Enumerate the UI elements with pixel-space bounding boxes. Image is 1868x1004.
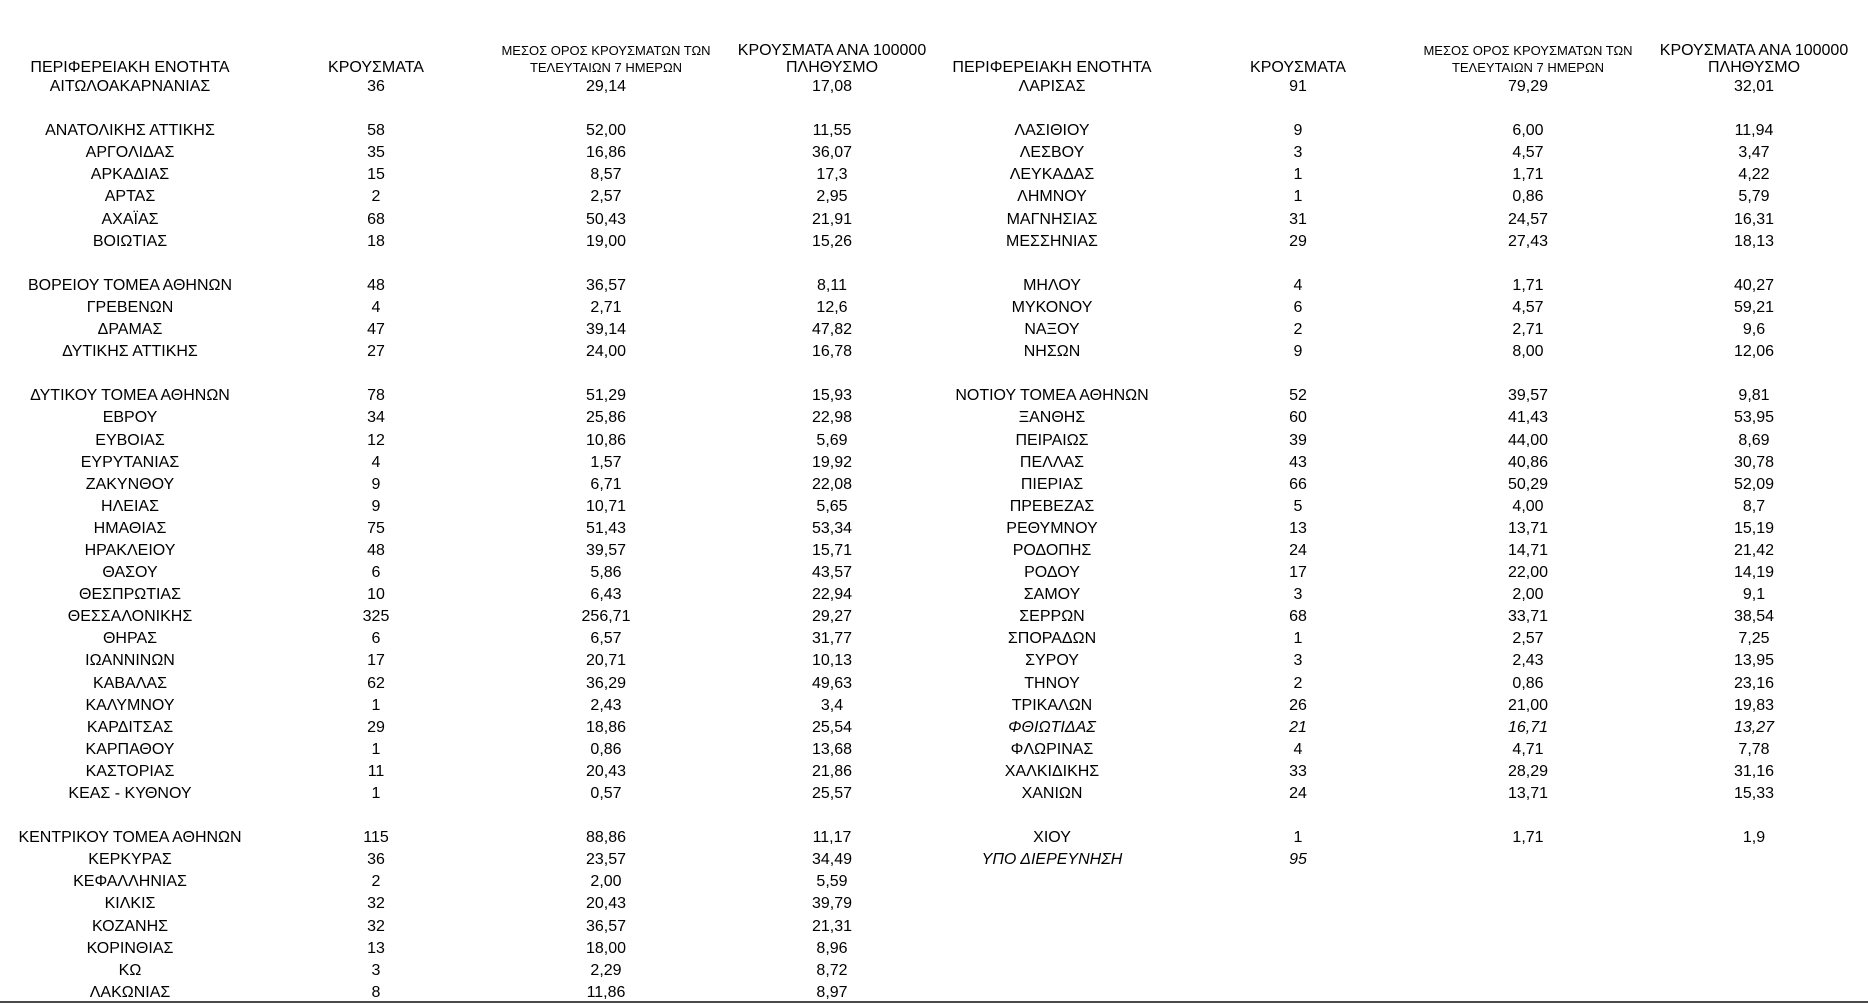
region-cell: ΕΒΡΟΥ [102, 409, 158, 427]
per100k-cell: 8,72 [816, 961, 848, 979]
region-cell: ΧΑΛΚΙΔΙΚΗΣ [1004, 762, 1100, 780]
cases-cell: 75 [367, 519, 385, 537]
per100k-cell: 29,27 [811, 608, 853, 626]
region-cell: ΑΡΚΑΔΙΑΣ [90, 166, 170, 184]
avg7-cell: 24,57 [1507, 210, 1549, 228]
per100k-cell: 15,33 [1733, 785, 1775, 802]
avg7-cell: 24,00 [585, 343, 627, 361]
cases-cell: 9 [1293, 343, 1303, 361]
per100k-cell: 38,54 [1733, 608, 1775, 626]
cases-cell: 62 [367, 674, 385, 692]
region-cell: ΒΟΙΩΤΙΑΣ [92, 232, 168, 250]
avg7-cell: 21,00 [1507, 696, 1549, 714]
avg7-cell: 28,29 [1507, 762, 1549, 780]
per100k-cell: 15,19 [1733, 519, 1775, 537]
header-region: ΠΕΡΙΦΕΡΕΙΑΚΗ ΕΝΟΤΗΤΑ [30, 59, 230, 76]
cases-cell: 1 [371, 740, 381, 758]
avg7-cell: 0,86 [590, 740, 622, 758]
cases-cell: 29 [367, 718, 385, 736]
avg7-cell: 4,57 [1512, 144, 1544, 162]
cases-cell: 17 [1289, 564, 1307, 582]
cases-cell: 34 [367, 409, 385, 427]
cases-cell: 325 [362, 608, 390, 626]
region-cell: ΚΕΡΚΥΡΑΣ [88, 851, 172, 869]
per100k-cell: 1,9 [1742, 829, 1766, 847]
avg7-cell: 2,71 [1512, 321, 1544, 339]
per100k-cell: 39,79 [811, 895, 853, 913]
cases-cell: 2 [371, 188, 381, 206]
avg7-cell: 1,71 [1512, 829, 1544, 847]
avg7-cell: 33,71 [1507, 608, 1549, 626]
region-cell: ΜΥΚΟΝΟΥ [1011, 298, 1093, 316]
per100k-cell: 34,49 [811, 851, 853, 869]
avg7-cell: 4,00 [1512, 497, 1544, 515]
avg7-cell: 8,57 [590, 166, 622, 184]
header-per100k-line1: ΚΡΟΥΣΜΑΤΑ ΑΝΑ 100000 [1659, 42, 1849, 59]
header-per100k [737, 42, 927, 76]
avg7-cell: 39,14 [585, 321, 627, 339]
region-cell: ΑΙΤΩΛΟΑΚΑΡΝΑΝΙΑΣ [49, 78, 211, 95]
cases-cell: 48 [367, 276, 385, 294]
region-cell: ΡΟΔΟΥ [1024, 564, 1080, 582]
avg7-cell: 44,00 [1507, 431, 1549, 449]
per100k-cell: 9,1 [1742, 586, 1766, 604]
region-cell: ΡΕΘΥΜΝΟΥ [1006, 519, 1098, 537]
per100k-cell: 15,71 [811, 541, 853, 559]
per100k-cell: 8,97 [816, 983, 848, 1001]
cases-cell: 18 [367, 232, 385, 250]
cases-cell: 24 [1289, 541, 1307, 559]
avg7-cell: 1,57 [590, 453, 622, 471]
per100k-cell: 21,91 [811, 210, 853, 228]
cases-cell: 1 [1293, 829, 1303, 847]
region-cell: ΚΩ [118, 961, 142, 979]
avg7-cell: 19,00 [585, 232, 627, 250]
cases-cell: 47 [367, 321, 385, 339]
per100k-cell: 5,79 [1738, 188, 1770, 206]
cases-cell: 115 [363, 829, 389, 847]
header-avg7 [476, 42, 736, 76]
per100k-cell: 13,95 [1733, 652, 1775, 670]
region-cell: ΠΙΕΡΙΑΣ [1020, 475, 1084, 493]
cases-cell: 60 [1289, 409, 1307, 427]
per100k-cell: 32,01 [1733, 78, 1775, 95]
region-cell: ΚΑΒΑΛΑΣ [93, 674, 167, 692]
per100k-cell: 3,4 [820, 696, 844, 714]
cases-cell: 4 [371, 453, 381, 471]
per100k-cell: 8,69 [1738, 431, 1770, 449]
avg7-cell: 2,57 [1512, 630, 1544, 648]
region-cell: ΗΡΑΚΛΕΙΟΥ [84, 541, 176, 559]
cases-cell: 15 [367, 166, 385, 184]
avg7-cell: 4,57 [1512, 298, 1544, 316]
region-cell: ΞΑΝΘΗΣ [1018, 409, 1086, 427]
cases-cell: 32 [367, 895, 385, 913]
region-cell: ΕΥΡΥΤΑΝΙΑΣ [80, 453, 180, 471]
per100k-cell: 43,57 [811, 564, 853, 582]
header-per100k-line1: ΚΡΟΥΣΜΑΤΑ ΑΝΑ 100000 [737, 42, 927, 59]
per100k-cell: 5,59 [816, 873, 848, 891]
cases-cell: 68 [367, 210, 385, 228]
avg7-cell: 27,43 [1507, 232, 1549, 250]
region-cell: ΠΕΛΛΑΣ [1019, 453, 1085, 471]
header-per100k-line2: ΠΛΗΘΥΣΜΟ [785, 59, 879, 76]
per100k-cell: 16,78 [811, 343, 853, 361]
per100k-cell: 21,31 [811, 917, 853, 935]
cases-cell: 4 [371, 298, 381, 316]
avg7-cell: 50,29 [1507, 475, 1549, 493]
avg7-cell: 36,57 [585, 276, 627, 294]
cases-cell: 11 [367, 762, 385, 780]
region-cell: ΛΕΥΚΑΔΑΣ [1009, 166, 1095, 184]
cases-cell: 95 [1289, 851, 1307, 869]
cases-cell: 36 [367, 78, 385, 95]
avg7-cell: 16,71 [1507, 718, 1549, 736]
region-cell: ΛΑΡΙΣΑΣ [1018, 78, 1086, 95]
cases-cell: 66 [1289, 475, 1307, 493]
region-cell: ΠΕΙΡΑΙΩΣ [1015, 431, 1089, 449]
per100k-cell: 31,77 [811, 630, 853, 648]
per100k-cell: 11,17 [812, 829, 852, 847]
bottom-divider [0, 1001, 1868, 1003]
cases-cell: 8 [371, 983, 381, 1001]
cases-cell: 9 [371, 475, 381, 493]
cases-cell: 4 [1293, 276, 1303, 294]
avg7-cell: 1,71 [1512, 166, 1544, 184]
region-cell: ΝΗΣΩΝ [1023, 343, 1081, 361]
cases-cell: 5 [1293, 497, 1303, 515]
region-cell: ΗΜΑΘΙΑΣ [93, 519, 167, 537]
avg7-cell: 2,71 [590, 298, 622, 316]
per100k-cell: 11,55 [812, 122, 852, 140]
per100k-cell: 7,25 [1738, 630, 1770, 648]
cases-cell: 3 [1293, 144, 1303, 162]
region-cell: ΧΙΟΥ [1033, 829, 1071, 847]
cases-cell: 9 [371, 497, 381, 515]
header-avg7-line2: ΤΕΛΕΥΤΑΙΩΝ 7 ΗΜΕΡΩΝ [529, 60, 683, 75]
region-cell: ΚΙΛΚΙΣ [104, 895, 156, 913]
per100k-cell: 59,21 [1733, 298, 1775, 316]
avg7-cell: 51,29 [585, 387, 627, 405]
cases-cell: 10 [367, 586, 385, 604]
region-cell: ΔΡΑΜΑΣ [97, 321, 163, 339]
region-cell: ΧΑΝΙΩΝ [1021, 785, 1083, 802]
cases-cell: 78 [367, 387, 385, 405]
per100k-cell: 8,11 [817, 276, 847, 294]
per100k-cell: 15,93 [811, 387, 853, 405]
region-cell: ΣΕΡΡΩΝ [1019, 608, 1085, 626]
per100k-cell: 13,68 [811, 740, 853, 758]
cases-cell: 35 [367, 144, 385, 162]
cases-cell: 26 [1289, 696, 1307, 714]
per100k-cell: 53,95 [1733, 409, 1775, 427]
cases-cell: 17 [367, 652, 385, 670]
avg7-cell: 23,57 [585, 851, 627, 869]
avg7-cell: 0,86 [1512, 188, 1544, 206]
region-cell: ΣΠΟΡΑΔΩΝ [1007, 630, 1097, 648]
cases-cell: 1 [1293, 188, 1303, 206]
avg7-cell: 6,57 [590, 630, 622, 648]
cases-cell: 13 [1289, 519, 1307, 537]
avg7-cell: 36,29 [585, 674, 627, 692]
cases-cell: 1 [1293, 166, 1303, 184]
cases-cell: 3 [1293, 652, 1303, 670]
per100k-cell: 8,7 [1742, 497, 1766, 515]
region-cell: ΜΑΓΝΗΣΙΑΣ [1006, 210, 1098, 228]
avg7-cell: 20,43 [585, 895, 627, 913]
per100k-cell: 47,82 [811, 321, 853, 339]
region-cell: ΤΡΙΚΑΛΩΝ [1011, 696, 1093, 714]
per100k-cell: 19,83 [1733, 696, 1775, 714]
avg7-cell: 10,86 [585, 431, 627, 449]
avg7-cell: 51,43 [585, 519, 627, 537]
per100k-cell: 25,57 [811, 785, 853, 802]
per100k-cell: 3,47 [1738, 144, 1770, 162]
region-cell: ΚΑΡΔΙΤΣΑΣ [86, 718, 174, 736]
avg7-cell: 1,71 [1512, 276, 1544, 294]
avg7-cell: 40,86 [1507, 453, 1549, 471]
avg7-cell: 10,71 [585, 497, 627, 515]
cases-cell: 6 [371, 630, 381, 648]
avg7-cell: 52,00 [585, 122, 627, 140]
avg7-cell: 50,43 [585, 210, 627, 228]
region-cell: ΙΩΑΝΝΙΝΩΝ [85, 652, 175, 670]
per100k-cell: 19,92 [811, 453, 853, 471]
region-cell: ΘΕΣΣΑΛΟΝΙΚΗΣ [67, 608, 193, 626]
per100k-cell: 12,06 [1733, 343, 1775, 361]
avg7-cell: 5,86 [590, 564, 622, 582]
region-cell: ΦΛΩΡΙΝΑΣ [1010, 740, 1094, 758]
avg7-cell: 39,57 [1507, 387, 1549, 405]
cases-cell: 13 [367, 939, 385, 957]
avg7-cell: 6,00 [1512, 122, 1544, 140]
cases-cell: 2 [1293, 321, 1303, 339]
avg7-cell: 25,86 [585, 409, 627, 427]
region-cell: ΑΧΑΪΑΣ [101, 210, 159, 228]
per100k-cell: 5,65 [816, 497, 848, 515]
avg7-cell: 18,00 [585, 939, 627, 957]
region-cell: ΛΗΜΝΟΥ [1017, 188, 1087, 206]
region-cell: ΗΛΕΙΑΣ [101, 497, 159, 515]
per100k-cell: 22,98 [811, 409, 853, 427]
cases-cell: 6 [1293, 298, 1303, 316]
avg7-cell: 4,71 [1512, 740, 1544, 758]
region-cell: ΑΡΓΟΛΙΔΑΣ [85, 144, 175, 162]
avg7-cell: 6,71 [590, 475, 622, 493]
header-cases: ΚΡΟΥΣΜΑΤΑ [328, 59, 424, 76]
per100k-cell: 10,13 [811, 652, 853, 670]
per100k-cell: 40,27 [1733, 276, 1775, 294]
cases-cell: 36 [367, 851, 385, 869]
per100k-cell: 22,08 [811, 475, 853, 493]
per100k-cell: 8,96 [816, 939, 848, 957]
avg7-cell: 2,43 [1512, 652, 1544, 670]
region-cell: ΔΥΤΙΚΗΣ ΑΤΤΙΚΗΣ [62, 343, 198, 361]
cases-cell: 43 [1289, 453, 1307, 471]
avg7-cell: 13,71 [1507, 785, 1549, 802]
avg7-cell: 29,14 [585, 78, 627, 95]
header-avg7-line2: ΤΕΛΕΥΤΑΙΩΝ 7 ΗΜΕΡΩΝ [1451, 60, 1605, 75]
cases-cell: 2 [1293, 674, 1303, 692]
cases-cell: 1 [1293, 630, 1303, 648]
avg7-cell: 20,71 [585, 652, 627, 670]
avg7-cell: 79,29 [1507, 78, 1549, 95]
avg7-cell: 11,86 [586, 983, 626, 1001]
region-cell: ΚΟΡΙΝΘΙΑΣ [86, 939, 174, 957]
per100k-cell: 17,3 [816, 166, 848, 184]
avg7-cell: 88,86 [585, 829, 627, 847]
header-avg7-line1: ΜΕΣΟΣ ΟΡΟΣ ΚΡΟΥΣΜΑΤΩΝ ΤΩΝ [1423, 43, 1633, 58]
region-cell: ΛΕΣΒΟΥ [1019, 144, 1085, 162]
region-cell: ΠΡΕΒΕΖΑΣ [1009, 497, 1095, 515]
per100k-cell: 53,34 [811, 519, 853, 537]
avg7-cell: 20,43 [585, 762, 627, 780]
region-cell: ΖΑΚΥΝΘΟΥ [85, 475, 175, 493]
per100k-cell: 16,31 [1733, 210, 1775, 228]
cases-cell: 31 [1289, 210, 1307, 228]
avg7-cell: 2,43 [590, 696, 622, 714]
per100k-cell: 12,6 [816, 298, 848, 316]
per100k-cell: 15,26 [811, 232, 853, 250]
per100k-cell: 25,54 [811, 718, 853, 736]
cases-cell: 12 [367, 431, 385, 449]
avg7-cell: 22,00 [1507, 564, 1549, 582]
cases-cell: 29 [1289, 232, 1307, 250]
region-cell: ΘΕΣΠΡΩΤΙΑΣ [79, 586, 181, 604]
per100k-cell: 21,42 [1733, 541, 1775, 559]
region-cell: ΔΥΤΙΚΟΥ ΤΟΜΕΑ ΑΘΗΝΩΝ [30, 387, 230, 405]
header-cases: ΚΡΟΥΣΜΑΤΑ [1250, 59, 1346, 76]
per100k-cell: 36,07 [811, 144, 853, 162]
header-per100k-line2: ΠΛΗΘΥΣΜΟ [1707, 59, 1801, 76]
per100k-cell: 22,94 [811, 586, 853, 604]
region-cell: ΡΟΔΟΠΗΣ [1012, 541, 1092, 559]
cases-cell: 21 [1289, 718, 1307, 736]
region-cell: ΚΑΛΥΜΝΟΥ [85, 696, 175, 714]
region-cell: ΛΑΚΩΝΙΑΣ [89, 983, 171, 1001]
cases-cell: 32 [367, 917, 385, 935]
per100k-cell: 23,16 [1733, 674, 1775, 692]
region-cell: ΕΥΒΟΙΑΣ [95, 431, 165, 449]
avg7-cell: 6,43 [590, 586, 622, 604]
per100k-cell: 18,13 [1733, 232, 1775, 250]
region-cell: ΝΟΤΙΟΥ ΤΟΜΕΑ ΑΘΗΝΩΝ [955, 387, 1149, 405]
region-cell: ΜΗΛΟΥ [1023, 276, 1081, 294]
per100k-cell: 4,22 [1738, 166, 1770, 184]
region-cell: ΚΟΖΑΝΗΣ [91, 917, 169, 935]
header-avg7-line1: ΜΕΣΟΣ ΟΡΟΣ ΚΡΟΥΣΜΑΤΩΝ ΤΩΝ [501, 43, 711, 58]
region-cell: ΥΠΟ ΔΙΕΡΕΥΝΗΣΗ [981, 851, 1123, 869]
cases-cell: 4 [1293, 740, 1303, 758]
region-cell: ΚΑΣΤΟΡΙΑΣ [85, 762, 175, 780]
cases-cell: 58 [367, 122, 385, 140]
header-region: ΠΕΡΙΦΕΡΕΙΑΚΗ ΕΝΟΤΗΤΑ [952, 59, 1152, 76]
region-cell: ΓΡΕΒΕΝΩΝ [86, 298, 174, 316]
region-cell: ΤΗΝΟΥ [1024, 674, 1080, 692]
avg7-cell: 36,57 [585, 917, 627, 935]
avg7-cell: 0,86 [1512, 674, 1544, 692]
per100k-cell: 9,81 [1738, 387, 1770, 405]
header-avg7 [1398, 42, 1658, 76]
avg7-cell: 2,00 [590, 873, 622, 891]
region-cell: ΘΑΣΟΥ [102, 564, 158, 582]
region-cell: ΝΑΞΟΥ [1024, 321, 1080, 339]
avg7-cell: 39,57 [585, 541, 627, 559]
region-cell: ΛΑΣΙΘΙΟΥ [1014, 122, 1090, 140]
avg7-cell: 2,00 [1512, 586, 1544, 604]
cases-cell: 3 [371, 961, 381, 979]
avg7-cell: 18,86 [585, 718, 627, 736]
cases-cell: 1 [371, 785, 381, 802]
cases-cell: 1 [371, 696, 381, 714]
cases-cell: 2 [371, 873, 381, 891]
region-cell: ΚΑΡΠΑΘΟΥ [85, 740, 175, 758]
per100k-cell: 14,19 [1733, 564, 1775, 582]
per100k-cell: 52,09 [1733, 475, 1775, 493]
region-cell: ΣΥΡΟΥ [1025, 652, 1079, 670]
avg7-cell: 8,00 [1512, 343, 1544, 361]
per100k-cell: 2,95 [816, 188, 848, 206]
region-cell: ΚΕΝΤΡΙΚΟΥ ΤΟΜΕΑ ΑΘΗΝΩΝ [18, 829, 242, 847]
avg7-cell: 13,71 [1507, 519, 1549, 537]
per100k-cell: 17,08 [811, 78, 853, 95]
cases-cell: 27 [367, 343, 385, 361]
cases-cell: 52 [1289, 387, 1307, 405]
cases-cell: 68 [1289, 608, 1307, 626]
avg7-cell: 14,71 [1507, 541, 1549, 559]
avg7-cell: 2,29 [590, 961, 622, 979]
region-cell: ΚΕΑΣ - ΚΥΘΝΟΥ [68, 785, 192, 802]
cases-cell: 6 [371, 564, 381, 582]
region-cell: ΑΝΑΤΟΛΙΚΗΣ ΑΤΤΙΚΗΣ [45, 122, 215, 140]
region-cell: ΚΕΦΑΛΛΗΝΙΑΣ [73, 873, 187, 891]
avg7-cell: 16,86 [585, 144, 627, 162]
region-cell: ΘΗΡΑΣ [102, 630, 158, 648]
per100k-cell: 7,78 [1738, 740, 1770, 758]
per100k-cell: 5,69 [816, 431, 848, 449]
region-cell: ΜΕΣΣΗΝΙΑΣ [1006, 232, 1098, 250]
region-cell: ΒΟΡΕΙΟΥ ΤΟΜΕΑ ΑΘΗΝΩΝ [27, 276, 233, 294]
cases-cell: 39 [1289, 431, 1307, 449]
cases-cell: 91 [1289, 78, 1307, 95]
per100k-cell: 11,94 [1734, 122, 1774, 140]
region-cell: ΑΡΤΑΣ [104, 188, 156, 206]
cases-cell: 33 [1289, 762, 1307, 780]
cases-cell: 48 [367, 541, 385, 559]
cases-cell: 24 [1289, 785, 1307, 802]
avg7-cell: 41,43 [1507, 409, 1549, 427]
avg7-cell: 0,57 [590, 785, 622, 802]
per100k-cell: 31,16 [1733, 762, 1775, 780]
per100k-cell: 49,63 [811, 674, 853, 692]
per100k-cell: 9,6 [1742, 321, 1766, 339]
header-per100k [1659, 42, 1849, 76]
per100k-cell: 30,78 [1733, 453, 1775, 471]
per100k-cell: 21,86 [811, 762, 853, 780]
cases-cell: 3 [1293, 586, 1303, 604]
region-cell: ΣΑΜΟΥ [1023, 586, 1081, 604]
cases-cell: 9 [1293, 122, 1303, 140]
region-cell: ΦΘΙΩΤΙΔΑΣ [1008, 718, 1096, 736]
avg7-cell: 256,71 [581, 608, 631, 626]
avg7-cell: 2,57 [590, 188, 622, 206]
per100k-cell: 13,27 [1733, 718, 1775, 736]
